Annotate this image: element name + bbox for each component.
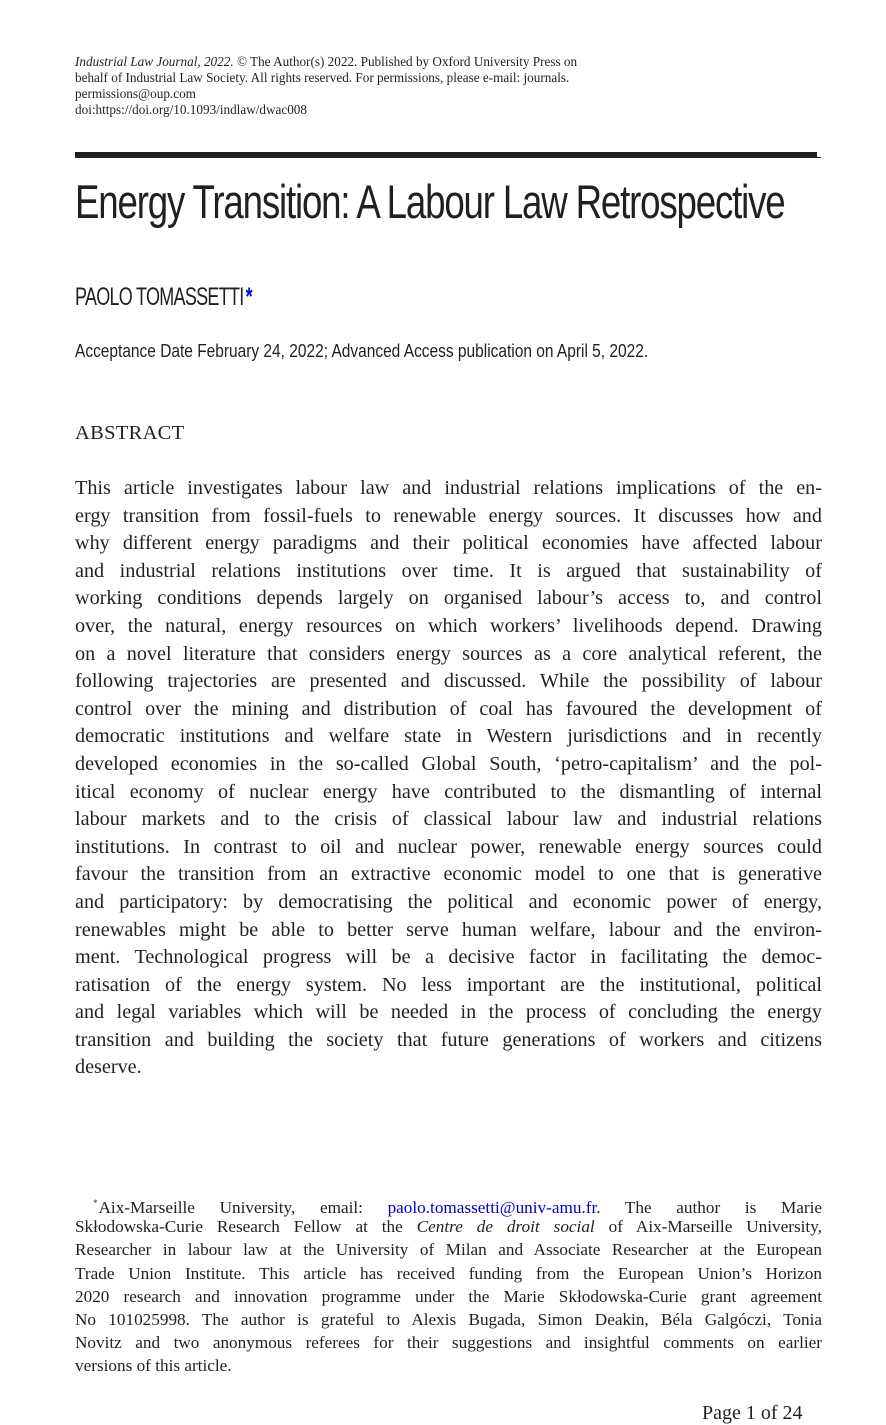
footnote-line: 2020 research and innovation programme under the Marie Skłodowska-Curie grant agreement	[75, 1286, 822, 1306]
abstract-line: deserve.	[75, 1056, 142, 1079]
citation-line-3: permissions@oup.com	[75, 86, 196, 101]
publication-dates: Acceptance Date February 24, 2022; Advanced Access publication on April 5, 2022.	[75, 341, 649, 361]
footnote-line: *Aix-Marseille University, email: paolo.tomassetti@univ-amu.fr. The author is Marie	[93, 1198, 823, 1217]
article-title: Energy Transition: A Labour Law Retrospective	[75, 175, 785, 228]
copyright-text: © The Author(s) 2022. Published by Oxford University Press on	[233, 54, 578, 69]
citation-block	[75, 54, 675, 118]
footnote-line: Researcher in labour law at the University of Milan and Associate Researcher at the European	[75, 1240, 822, 1260]
abstract-line: renewables might be able to better serve human welfare, labour and the environ-	[75, 918, 822, 941]
citation-line-2: behalf of Industrial Law Society. All rights reserved. For permissions, please e-mail: journals.	[75, 70, 570, 85]
footnote-line: No 101025998. The author is grateful to Alexis Bugada, Simon Deakin, Béla Galgóczi, Tonia	[75, 1309, 822, 1329]
abstract-line: labour markets and to the crisis of classical labour law and industrial relations	[75, 808, 822, 831]
citation-line-1	[75, 54, 675, 70]
abstract-line: working conditions depends largely on organised labour’s access to, and control	[75, 587, 822, 610]
abstract-line: transition and building the society that future generations of workers and citizens	[75, 1028, 822, 1051]
footnote-line: Trade Union Institute. This article has received funding from the European Union’s Horizon	[75, 1263, 822, 1283]
abstract-line: and legal variables which will be needed in the process of concluding the energy	[75, 1001, 822, 1024]
abstract-line: and industrial relations institutions over time. It is argued that sustainability of	[75, 559, 822, 582]
abstract-line: over, the natural, energy resources on which workers’ livelihoods depend. Drawing	[75, 614, 822, 637]
footnote-line: Novitz and two anonymous referees for their suggestions and insightful comments on earlier	[75, 1333, 822, 1353]
abstract-line: democratic institutions and welfare state in Western jurisdictions and in recently	[75, 725, 822, 748]
author-name: PAOLO TOMASSETTI	[75, 283, 244, 311]
author-footnote-marker[interactable]: *	[245, 283, 252, 311]
abstract-line: why different energy paradigms and their political economies have affected labour	[75, 532, 822, 555]
abstract-line: developed economies in the so-called Global South, ‘petro-capitalism’ and the pol-	[75, 752, 822, 775]
abstract-line: following trajectories are presented and discussed. While the possibility of labour	[75, 670, 822, 693]
abstract-line: on a novel literature that considers energy sources as a core analytical referent, the	[75, 642, 822, 665]
abstract-line: ment. Technological progress will be a decisive factor in facilitating the democ-	[75, 946, 822, 969]
institution-name: Centre de droit social	[416, 1217, 595, 1237]
doi-text: doi:https://doi.org/10.1093/indlaw/dwac008	[75, 102, 307, 117]
abstract-line: ratisation of the energy system. No less important are the institutional, political	[75, 973, 822, 996]
abstract-line: favour the transition from an extractive economic model to one that is generative	[75, 863, 822, 886]
abstract-line: ergy transition from fossil-fuels to renewable energy sources. It discusses how and	[75, 504, 822, 527]
author-email-link[interactable]: paolo.tomassetti@univ-amu.fr	[387, 1198, 597, 1217]
title-divider	[75, 152, 817, 158]
footnote-line: Skłodowska-Curie Research Fellow at the Centre de droit social of Aix-Marseille University,	[75, 1217, 822, 1237]
abstract-body	[75, 475, 822, 1082]
footnote-marker: *	[93, 1198, 98, 1208]
author-footnote	[75, 1192, 822, 1378]
abstract-line: and participatory: by democratising the political and economic power of energy,	[75, 890, 822, 913]
abstract-line: control over the mining and distribution of coal has favoured the development of	[75, 697, 822, 720]
footnote-line: versions of this article.	[75, 1356, 232, 1376]
page-number: Page 1 of 24	[702, 1402, 803, 1424]
journal-name: Industrial Law Journal, 2022.	[75, 54, 234, 69]
abstract-line: itical economy of nuclear energy have contributed to the dismantling of internal	[75, 780, 822, 803]
title-divider-tick	[817, 157, 821, 158]
abstract-line: This article investigates labour law and industrial relations implications of the en-	[75, 477, 822, 499]
abstract-heading: ABSTRACT	[75, 422, 185, 444]
abstract-line: institutions. In contrast to oil and nuclear power, renewable energy sources could	[75, 835, 822, 858]
author-name-block	[75, 281, 252, 313]
